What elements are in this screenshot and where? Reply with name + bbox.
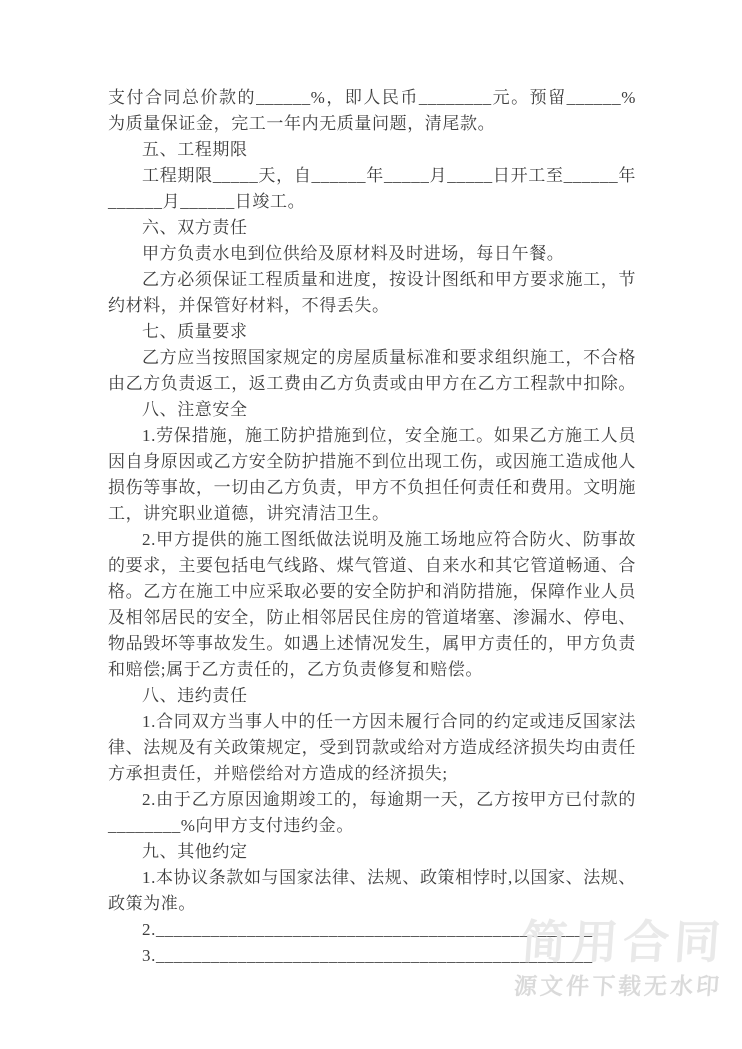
paragraph: 2.________________________________________________ — [142, 920, 593, 939]
paragraph: 2.甲方提供的施工图纸做法说明及施工场地应符合防火、防事故的要求，主要包括电气线路、煤气管道、自来水和其它管道畅通、合格。乙方在施工中应采取必要的安全防护和消防措施，保障作业人员及相邻居民的安全，防止相邻居民住房的管道堵塞、渗漏水、停电、物品毁坏等事故发生。如遇上述情况发生，属甲方责任的，甲方负责和赔偿;属于乙方责任的，乙方负责修复和赔偿。 — [108, 530, 636, 679]
paragraph: 1.本协议条款如与国家法律、法规、政策相悖时,以国家、法规、政策为准。 — [108, 868, 636, 913]
paragraph: 支付合同总价款的______%，即人民币________元。预留______%为质量保证金，完工一年内无质量问题，清尾款。 — [108, 88, 636, 133]
paragraph: 1.合同双方当事人中的任一方因未履行合同的约定或违反国家法律、法规及有关政策规定，受到罚款或给对方造成经济损失均由责任方承担责任，并赔偿给对方造成的经济损失; — [108, 712, 636, 783]
document-body — [108, 85, 636, 969]
paragraph: 六、双方责任 — [142, 218, 248, 237]
paragraph: 2.由于乙方原因逾期竣工的，每逾期一天，乙方按甲方已付款的________%向甲方支付违约金。 — [108, 790, 636, 835]
paragraph: 1.劳保措施，施工防护措施到位，安全施工。如果乙方施工人员因自身原因或乙方安全防护措施不到位出现工伤，或因施工造成他人损伤等事故，一切由乙方负责，甲方不负担任何责任和费用。文明施工，讲究职业道德，讲究清洁卫生。 — [108, 426, 636, 523]
paragraph: 3.________________________________________________ — [142, 946, 593, 965]
paragraph: 八、违约责任 — [142, 686, 248, 705]
paragraph: 九、其他约定 — [142, 842, 248, 861]
paragraph: 五、工程期限 — [142, 140, 248, 159]
paragraph: 乙方必须保证工程质量和进度，按设计图纸和甲方要求施工，节约材料，并保管好材料，不得丢失。 — [108, 270, 636, 315]
paragraph: 工程期限_____天，自______年_____月_____日开工至______年______月______日竣工。 — [108, 166, 636, 211]
paragraph: 七、质量要求 — [142, 322, 248, 341]
paragraph: 乙方应当按照国家规定的房屋质量标准和要求组织施工，不合格由乙方负责返工，返工费由乙方负责或由甲方在乙方工程款中扣除。 — [108, 348, 636, 393]
paragraph: 甲方负责水电到位供给及原材料及时进场，每日午餐。 — [142, 244, 565, 263]
watermark-subtitle: 源文件下载无水印 — [513, 972, 723, 999]
paragraph: 八、注意安全 — [142, 400, 248, 419]
watermark-title: 简用合同 — [519, 916, 727, 969]
